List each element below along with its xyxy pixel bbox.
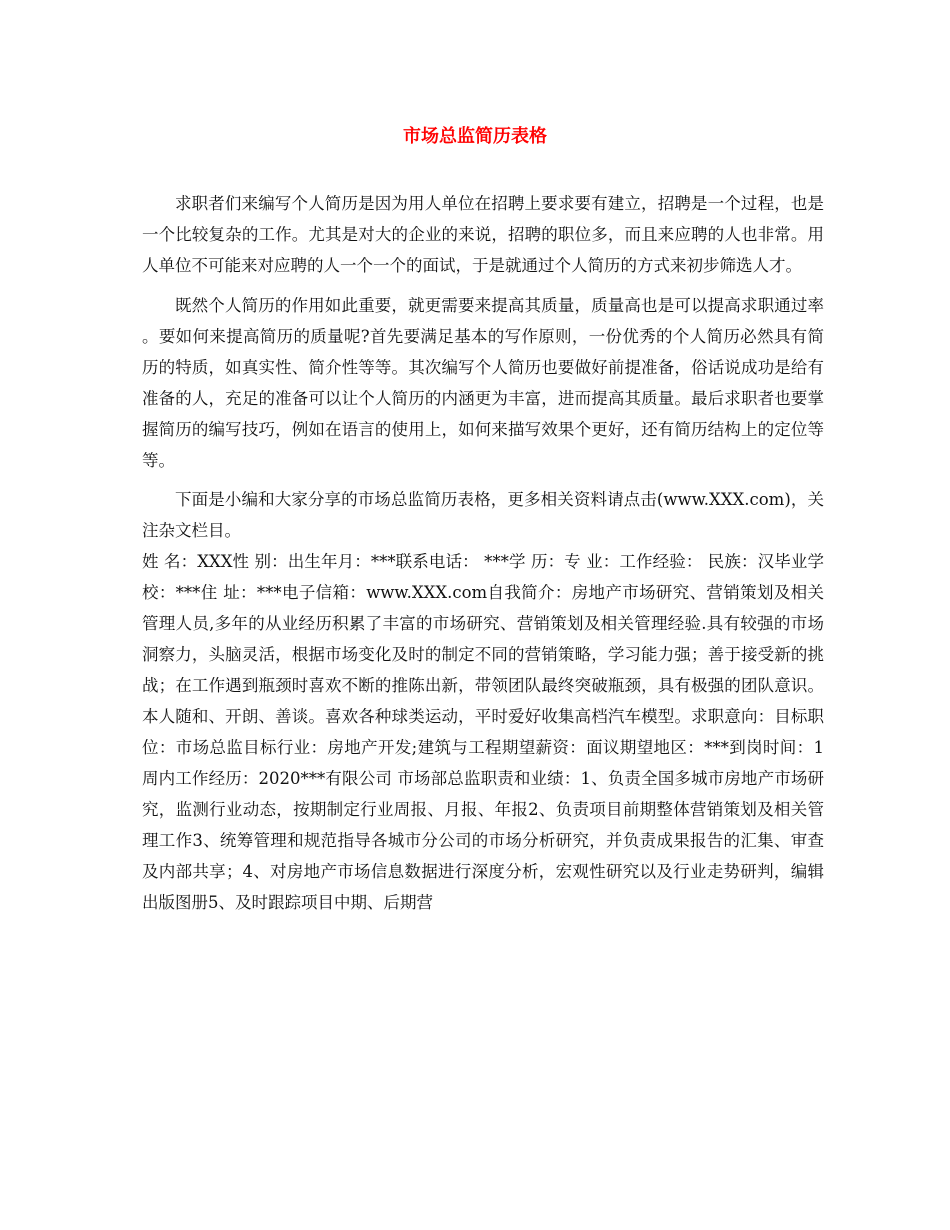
document-body	[142, 188, 824, 918]
paragraph-importance: 既然个人简历的作用如此重要，就更需要来提高其质量，质量高也是可以提高求职通过率。要如何来提高简历的质量呢?首先要满足基本的写作原则，一份优秀的个人简历必然具有简历的特质，如真实性、简介性等等。其次编写个人简历也要做好前提准备，俗话说成功是给有准备的人，充足的准备可以让个人简历的内涵更为丰富，进而提高其质量。最后求职者也要掌握简历的编写技巧，例如在语言的使用上，如何来描写效果个更好，还有简历结构上的定位等等。	[142, 296, 824, 470]
paragraph-intro: 求职者们来编写个人简历是因为用人单位在招聘上要求要有建立，招聘是一个过程，也是一个比较复杂的工作。尤其是对大的企业的来说，招聘的职位多，而且来应聘的人也非常。用人单位不可能来对应聘的人一个一个的面试，于是就通过个人简历的方式来初步筛选人才。	[142, 194, 824, 275]
document-title: 市场总监简历表格	[403, 126, 547, 147]
paragraph-share-notice: 下面是小编和大家分享的市场总监简历表格，更多相关资料请点击(www.XXX.com)，关注杂文栏目。	[142, 490, 824, 540]
paragraph-resume-details: 姓 名：XXX性 别：出生年月：***联系电话： ***学 历：专 业：工作经验： 民族：汉毕业学校：***住 址：***电子信箱：www.XXX.com自我简介：房地产市场研究、营销策划及相关管理人员,多年的从业经历积累了丰富的市场研究、营销策划及相关管理经验.具有较强的市场洞察力，头脑灵活，根据市场变化及时的制定不同的营销策略，学习能力强；善于接受新的挑战；在工作遇到瓶颈时喜欢不断的推陈出新，带领团队最终突破瓶颈，具有极强的团队意识。本人随和、开朗、善谈。喜欢各种球类运动，平时爱好收集高档汽车模型。求职意向：目标职位：市场总监目标行业：房地产开发;建筑与工程期望薪资：面议期望地区：***到岗时间：1周内工作经历：2020***有限公司 市场部总监职责和业绩：1、负责全国多城市房地产市场研究，监测行业动态，按期制定行业周报、月报、年报2、负责项目前期整体营销策划及相关管理工作3、统筹管理和规范指导各城市分公司的市场分析研究，并负责成果报告的汇集、审查及内部共享；4、对房地产市场信息数据进行深度分析，宏观性研究以及行业走势研判，编辑出版图册5、及时跟踪项目中期、后期营	[142, 552, 824, 912]
